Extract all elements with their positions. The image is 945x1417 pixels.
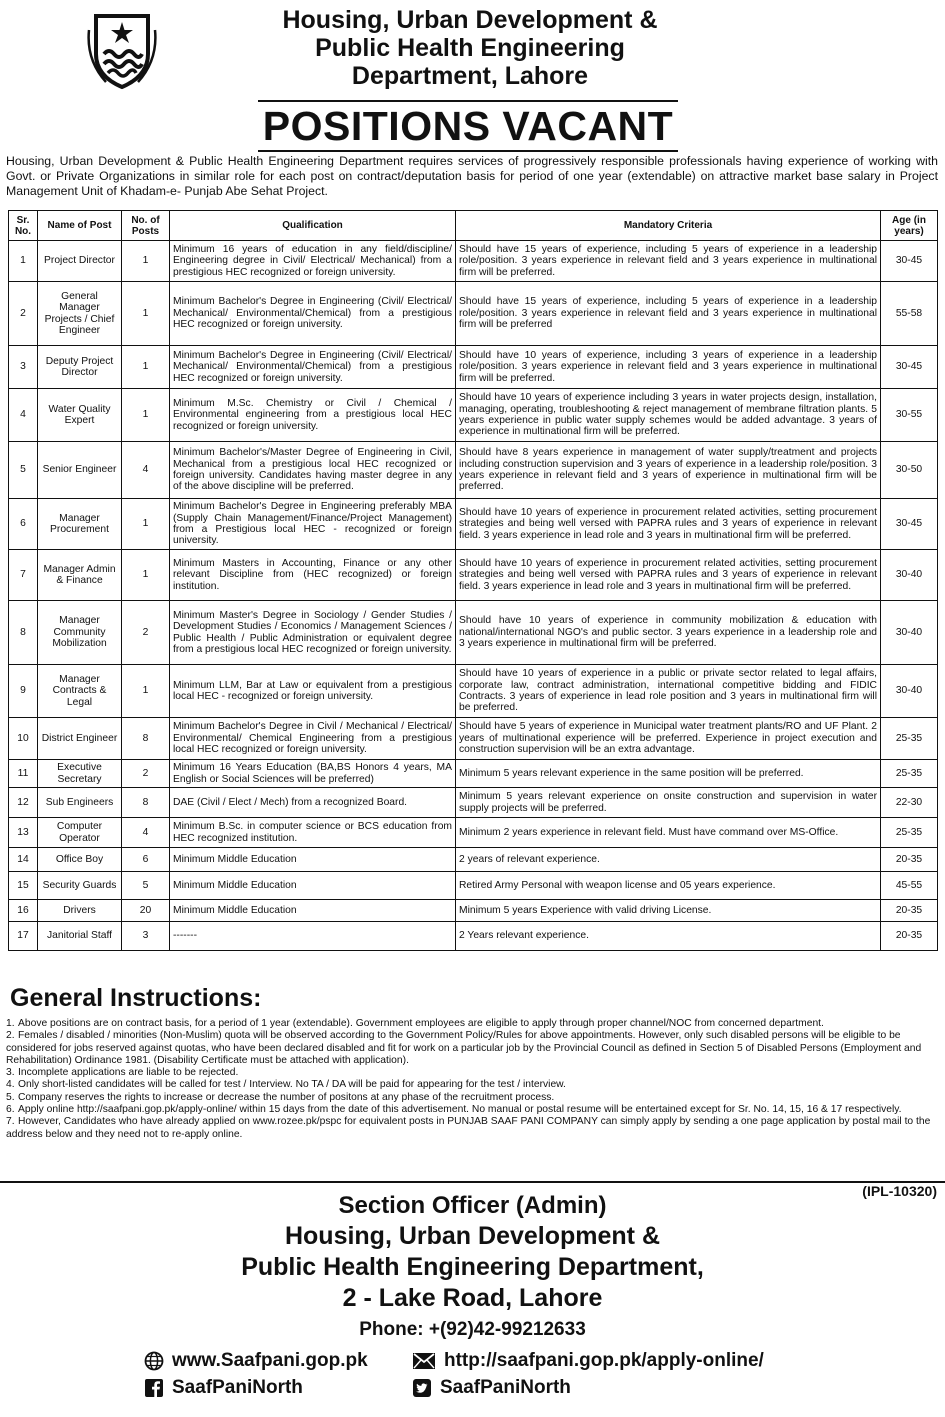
header-criteria: Mandatory Criteria xyxy=(456,211,881,241)
facebook-contact[interactable] xyxy=(144,1377,303,1399)
globe-icon xyxy=(144,1351,164,1371)
table-row xyxy=(9,241,938,282)
cell-age: 25-35 xyxy=(881,760,938,788)
cell-posts: 1 xyxy=(122,665,170,718)
facebook-handle[interactable]: SaafPaniNorth xyxy=(172,1377,303,1398)
cell-qualification: ------- xyxy=(170,922,456,951)
cell-age: 30-40 xyxy=(881,601,938,665)
cell-posts: 6 xyxy=(122,848,170,872)
banner-text: POSITIONS VACANT xyxy=(262,103,674,149)
apply-online-contact[interactable] xyxy=(412,1350,764,1372)
instruction-number: 7. xyxy=(6,1116,15,1128)
cell-post-name: Manager Procurement xyxy=(38,499,122,550)
cell-post-name: Water Quality Expert xyxy=(38,389,122,442)
instruction-text: Company reserves the rights to increase or decrease the number of positons at any phase of the recruitment process. xyxy=(18,1091,555,1103)
table-row xyxy=(9,788,938,818)
cell-posts: 1 xyxy=(122,499,170,550)
instruction-text: Only short-listed candidates will be called for test / Interview. No TA / DA will be paid for appearing for the test / interview. xyxy=(18,1079,566,1091)
footer-address xyxy=(150,1191,795,1344)
cell-qualification: Minimum Bachelor's Degree in Engineering preferably MBA (Supply Chain Management/Finance/Project Management) from a Prestigious local HEC - recognized or foreign university. xyxy=(170,499,456,550)
department-title-line: Public Health Engineering xyxy=(315,34,625,62)
table-row xyxy=(9,601,938,665)
cell-post-name: Janitorial Staff xyxy=(38,922,122,951)
cell-qualification: Minimum Middle Education xyxy=(170,848,456,872)
cell-criteria: Should have 15 years of experience, including 5 years of experience in a leadership role/position. 3 years experience in relevant field and 3 years experience in multinational firm will be preferred xyxy=(456,282,881,346)
header-sr: Sr. No. xyxy=(9,211,38,241)
website-contact[interactable] xyxy=(144,1350,368,1372)
cell-age: 20-35 xyxy=(881,900,938,922)
cell-posts: 1 xyxy=(122,241,170,282)
instruction-item xyxy=(6,1067,938,1079)
instruction-number: 6. xyxy=(6,1104,15,1116)
cell-post-name: Security Guards xyxy=(38,872,122,900)
instruction-text: Females / disabled / minorities (Non-Muslim) quota will be observed according to the Government Policy/Rules for above appointments. However, only such disabled persons will be eligible to be considered for jobs reserved against quotas, who have been declared disabled and fit for work on a particular job by the Provincial Council as defined in Section 5 of Disabled Persons (Employment and Rehabilitation) Ordinance 1981. (Disability Certificate must be attached with application). xyxy=(6,1030,922,1066)
instruction-item xyxy=(6,1018,938,1030)
cell-qualification: DAE (Civil / Elect / Mech) from a recognized Board. xyxy=(170,788,456,818)
table-row xyxy=(9,442,938,499)
cell-posts: 3 xyxy=(122,922,170,951)
cell-sr: 16 xyxy=(9,900,38,922)
cell-sr: 1 xyxy=(9,241,38,282)
cell-post-name: Office Boy xyxy=(38,848,122,872)
cell-criteria: Should have 10 years of experience in community mobilization & education with national/international NGO's and public sector. 3 years experience in a leadership role and 3 years experience in multinational firm will be preferred. xyxy=(456,601,881,665)
cell-age: 25-35 xyxy=(881,818,938,848)
cell-post-name: General Manager Projects / Chief Engineer xyxy=(38,282,122,346)
cell-qualification: Minimum M.Sc. Chemistry or Civil / Chemical / Environmental engineering from a prestigious local HEC recognized or foreign university. xyxy=(170,389,456,442)
instruction-number: 5. xyxy=(6,1091,15,1103)
cell-criteria: Should have 10 years of experience in procurement related activities, setting procurement strategies and being well versed with PAPRA rules and 3 years of experience in relevant field. 3 years experience in lead role and 3 years in multinational firm will be preferred. xyxy=(456,550,881,601)
header-qualification: Qualification xyxy=(170,211,456,241)
cell-sr: 14 xyxy=(9,848,38,872)
cell-criteria: 2 Years relevant experience. xyxy=(456,922,881,951)
cell-sr: 17 xyxy=(9,922,38,951)
instruction-item xyxy=(6,1104,938,1116)
table-row xyxy=(9,900,938,922)
cell-sr: 10 xyxy=(9,718,38,760)
instruction-text: Apply online http://saafpani.gop.pk/apply-online/ within 15 days from the date of this advertisement. No manual or postal resume will be entertained except for Sr. No. 14, 15, 16 & 17 respectively. xyxy=(18,1104,902,1116)
cell-post-name: Project Director xyxy=(38,241,122,282)
cell-sr: 12 xyxy=(9,788,38,818)
cell-sr: 6 xyxy=(9,499,38,550)
cell-age: 45-55 xyxy=(881,872,938,900)
instructions-heading: General Instructions: xyxy=(10,984,262,1012)
table-row xyxy=(9,499,938,550)
instruction-item xyxy=(6,1030,938,1067)
cell-post-name: Manager Admin & Finance xyxy=(38,550,122,601)
cell-post-name: Manager Contracts & Legal xyxy=(38,665,122,718)
cell-criteria: Minimum 5 years Experience with valid driving License. xyxy=(456,900,881,922)
cell-age: 55-58 xyxy=(881,282,938,346)
instruction-text: Incomplete applications are liable to be rejected. xyxy=(18,1067,239,1079)
mail-icon xyxy=(412,1352,436,1370)
cell-age: 30-55 xyxy=(881,389,938,442)
cell-age: 30-45 xyxy=(881,241,938,282)
instruction-text: However, Candidates who have already applied on www.rozee.pk/pspc for equivalent posts in PUNJAB SAAF PANI COMPANY can simply apply by sending a one page application by postal mail to the address below and they need not to re-apply online. xyxy=(6,1116,931,1140)
table-row xyxy=(9,718,938,760)
cell-qualification: Minimum Middle Education xyxy=(170,900,456,922)
cell-qualification: Minimum B.Sc. in computer science or BCS education from HEC recognized institution. xyxy=(170,818,456,848)
facebook-icon xyxy=(144,1378,164,1398)
cell-posts: 2 xyxy=(122,601,170,665)
cell-criteria: Should have 8 years experience in management of water supply/treatment and projects including construction supervision and 3 years of experience in a leadership role/position. 3 years experience in relevant field and 3 years of experience in multinational firm will be preferred. xyxy=(456,442,881,499)
cell-age: 30-45 xyxy=(881,346,938,389)
header-name: Name of Post xyxy=(38,211,122,241)
cell-age: 22-30 xyxy=(881,788,938,818)
cell-post-name: Computer Operator xyxy=(38,818,122,848)
table-row xyxy=(9,550,938,601)
cell-criteria: Should have 5 years of experience in Municipal water treatment plants/RO and UF Plant. 2 years of multinational experience will be preferred. Experience in project execution and construction supervision will be an extra advantage. xyxy=(456,718,881,760)
cell-sr: 4 xyxy=(9,389,38,442)
divider xyxy=(0,1181,945,1183)
cell-sr: 2 xyxy=(9,282,38,346)
cell-criteria: Minimum 2 years experience in relevant field. Must have command over MS-Office. xyxy=(456,818,881,848)
cell-criteria: Minimum 5 years relevant experience on onsite construction and supervision in water supply projects will be preferred. xyxy=(456,788,881,818)
table-row xyxy=(9,848,938,872)
cell-posts: 5 xyxy=(122,872,170,900)
cell-age: 30-40 xyxy=(881,550,938,601)
table-row xyxy=(9,760,938,788)
cell-criteria: Minimum 5 years relevant experience in the same position will be preferred. xyxy=(456,760,881,788)
cell-post-name: Executive Secretary xyxy=(38,760,122,788)
instruction-item xyxy=(6,1079,938,1091)
instruction-number: 1. xyxy=(6,1018,15,1029)
instruction-number: 2. xyxy=(6,1030,15,1042)
footer-line: Housing, Urban Development & xyxy=(284,1222,661,1250)
twitter-handle[interactable]: SaafPaniNorth xyxy=(440,1377,571,1398)
cell-posts: 4 xyxy=(122,818,170,848)
cell-sr: 13 xyxy=(9,818,38,848)
instructions-list xyxy=(6,1018,938,1141)
table-row xyxy=(9,389,938,442)
reference-code: (IPL-10320) xyxy=(862,1183,937,1199)
twitter-contact[interactable] xyxy=(412,1377,571,1399)
footer-line: Public Health Engineering Department, xyxy=(241,1253,704,1281)
cell-criteria: Should have 10 years of experience in a public or private sector related to legal affairs, corporate law, contract administration, international competitive bidding and FIDIC Contracts. 3 years of experience in lead role position and 3 years in multinational firm will be preferred. xyxy=(456,665,881,718)
header-age: Age (in years) xyxy=(881,211,938,241)
cell-qualification: Minimum Bachelor's/Master Degree of Engineering in Civil, Mechanical from a prestigious local HEC recognized or foreign university. Candidates having master degree in any of the above discipline will be preferred. xyxy=(170,442,456,499)
cell-age: 20-35 xyxy=(881,848,938,872)
department-title xyxy=(200,6,740,90)
twitter-icon xyxy=(412,1378,432,1398)
cell-criteria: Should have 10 years of experience in procurement related activities, setting procurement strategies and being well versed with PAPRA rules and 3 years of experience in relevant field. 3 years experience in lead role and 3 years in multinational firm will be preferred. xyxy=(456,499,881,550)
instruction-number: 3. xyxy=(6,1067,15,1079)
cell-criteria: Retired Army Personal with weapon license and 05 years experience. xyxy=(456,872,881,900)
punjab-logo-icon xyxy=(86,10,158,90)
cell-criteria: Should have 15 years of experience, including 5 years of experience in a leadership role/position. 3 years experience in relevant field and 3 years experience in multinational firm will be preferred. xyxy=(456,241,881,282)
header-posts: No. of Posts xyxy=(122,211,170,241)
cell-sr: 9 xyxy=(9,665,38,718)
cell-sr: 11 xyxy=(9,760,38,788)
cell-posts: 8 xyxy=(122,718,170,760)
cell-age: 20-35 xyxy=(881,922,938,951)
table-row xyxy=(9,346,938,389)
cell-age: 25-35 xyxy=(881,718,938,760)
phone-number: Phone: +(92)42-99212633 xyxy=(359,1319,586,1340)
cell-qualification: Minimum Master's Degree in Sociology / Gender Studies / Development Studies / Economics / Management Sciences / Public Health / Public Administration or equivalent degree from a prestigious local HEC recognized or foreign university. xyxy=(170,601,456,665)
cell-posts: 1 xyxy=(122,282,170,346)
cell-age: 30-50 xyxy=(881,442,938,499)
table-body xyxy=(9,241,938,951)
cell-qualification: Minimum LLM, Bar at Law or equivalent from a prestigious local HEC - recognized or foreign university. xyxy=(170,665,456,718)
department-title-line: Housing, Urban Development & xyxy=(282,6,658,34)
cell-qualification: Minimum Bachelor's Degree in Engineering (Civil/ Electrical/ Mechanical/ Environmental/Chemical) from a prestigious HEC recognized or foreign university. xyxy=(170,346,456,389)
instruction-number: 4. xyxy=(6,1079,15,1091)
table-row xyxy=(9,665,938,718)
cell-criteria: Should have 10 years of experience including 3 years in water projects design, installation, managing, operating, troubleshooting & reject management of membrane filtration plants. 5 years experience in public water supply schemes would be added advantage. 3 years of experience in multinational firm will be preferred. xyxy=(456,389,881,442)
cell-criteria: 2 years of relevant experience. xyxy=(456,848,881,872)
table-row xyxy=(9,872,938,900)
cell-qualification: Minimum 16 years of education in any field/discipline/ Engineering degree in Civil/ Electrical/ Mechanical) from a prestigious HEC recognized or foreign university. xyxy=(170,241,456,282)
cell-post-name: Senior Engineer xyxy=(38,442,122,499)
positions-table xyxy=(8,210,938,951)
website-link[interactable]: www.Saafpani.gop.pk xyxy=(172,1350,368,1371)
intro-paragraph: Housing, Urban Development & Public Health Engineering Department requires services of progressively responsible professionals having experience of working with Govt. or Private Organizations in similar role for each post on contract/deputation basis for period of one year (extendable) on attractive market base salary in Project Management Unit of Khadam-e- Punjab Abe Sehat Project. xyxy=(6,154,938,198)
cell-post-name: Manager Community Mobilization xyxy=(38,601,122,665)
cell-sr: 5 xyxy=(9,442,38,499)
cell-qualification: Minimum Middle Education xyxy=(170,872,456,900)
cell-age: 30-40 xyxy=(881,665,938,718)
cell-post-name: Drivers xyxy=(38,900,122,922)
cell-posts: 2 xyxy=(122,760,170,788)
header xyxy=(0,4,945,96)
table-row xyxy=(9,818,938,848)
cell-qualification: Minimum Masters in Accounting, Finance or any other relevant Discipline from (HEC recognized) or foreign institution. xyxy=(170,550,456,601)
cell-sr: 7 xyxy=(9,550,38,601)
instruction-item xyxy=(6,1116,938,1141)
cell-post-name: District Engineer xyxy=(38,718,122,760)
footer-line: Section Officer (Admin) xyxy=(338,1192,607,1219)
positions-vacant-banner xyxy=(258,100,678,152)
cell-posts: 1 xyxy=(122,346,170,389)
cell-posts: 1 xyxy=(122,389,170,442)
cell-qualification: Minimum 16 Years Education (BA,BS Honors 4 years, MA English or Social Sciences will be preferred) xyxy=(170,760,456,788)
cell-sr: 15 xyxy=(9,872,38,900)
table-row xyxy=(9,282,938,346)
cell-posts: 8 xyxy=(122,788,170,818)
apply-online-link[interactable]: http://saafpani.gop.pk/apply-online/ xyxy=(444,1350,764,1371)
cell-criteria: Should have 10 years of experience, including 3 years of experience in a leadership role/position. 3 years experience in relevant field and 3 years experience in multinational firm will be preferred. xyxy=(456,346,881,389)
instruction-text: Above positions are on contract basis, for a period of 1 year (extendable). Government employees are eligible to apply through proper channel/NOC from concerned department. xyxy=(18,1018,824,1029)
cell-age: 30-45 xyxy=(881,499,938,550)
department-title-line: Department, Lahore xyxy=(351,62,589,90)
cell-sr: 8 xyxy=(9,601,38,665)
cell-posts: 20 xyxy=(122,900,170,922)
cell-qualification: Minimum Bachelor's Degree in Engineering (Civil/ Electrical/ Mechanical/ Environmental/Chemical) from a prestigious HEC recognized or foreign university. xyxy=(170,282,456,346)
table-row xyxy=(9,922,938,951)
cell-posts: 1 xyxy=(122,550,170,601)
cell-post-name: Sub Engineers xyxy=(38,788,122,818)
instruction-item xyxy=(6,1092,938,1104)
cell-posts: 4 xyxy=(122,442,170,499)
table-header-row xyxy=(9,211,938,241)
footer-line: 2 - Lake Road, Lahore xyxy=(342,1284,603,1312)
cell-sr: 3 xyxy=(9,346,38,389)
cell-post-name: Deputy Project Director xyxy=(38,346,122,389)
cell-qualification: Minimum Bachelor's Degree in Civil / Mechanical / Electrical/ Environmental/ Chemical Engineering from a prestigious local HEC recognized or foreign university. xyxy=(170,718,456,760)
